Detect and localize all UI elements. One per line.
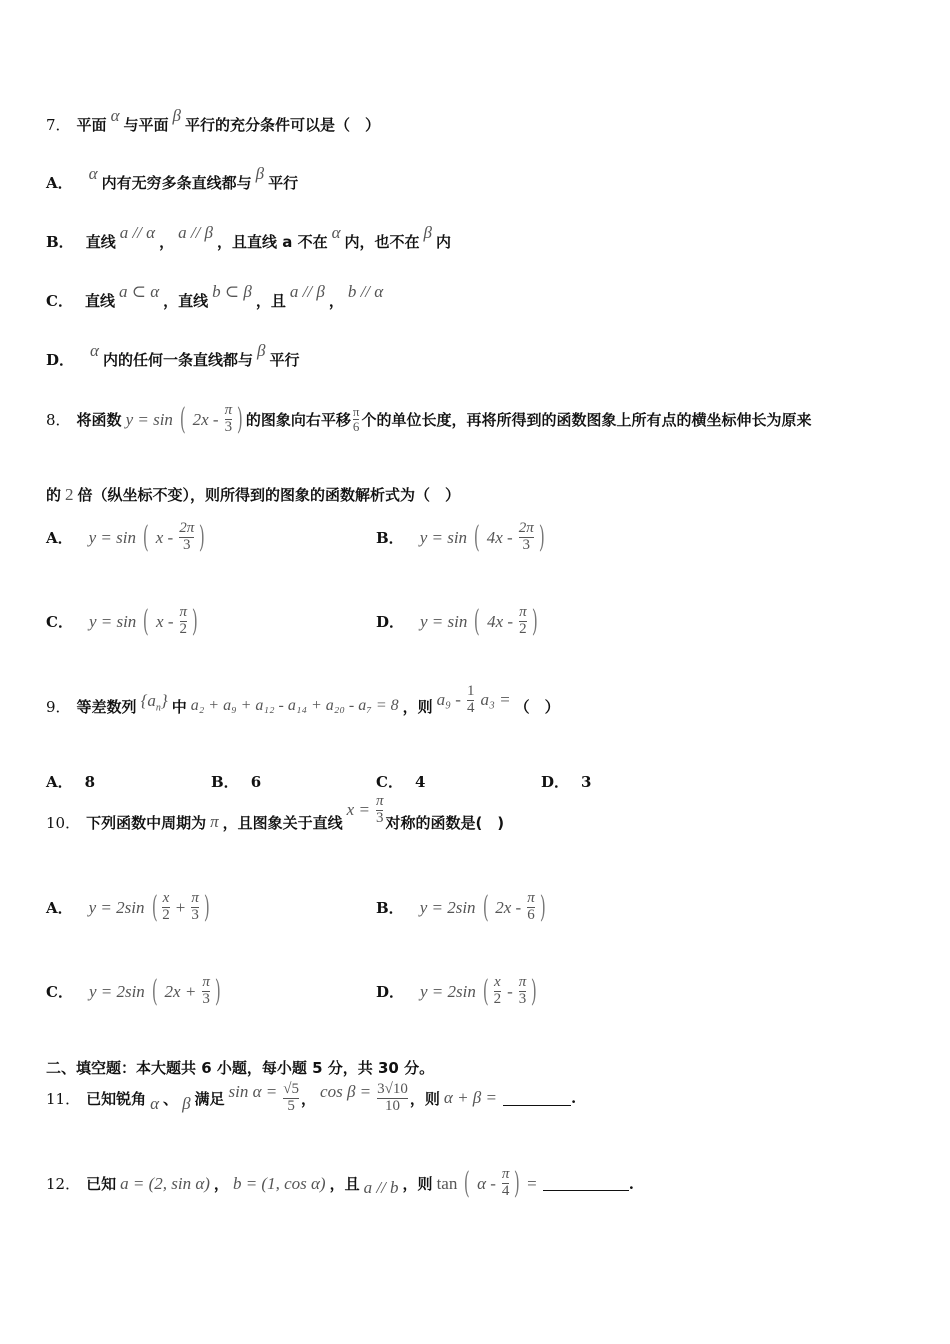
option-label: A．: [46, 899, 73, 917]
option-label: B．: [211, 773, 239, 791]
option-label: C．: [46, 292, 73, 310]
answer-blank[interactable]: [543, 1176, 629, 1191]
math: α + β =: [443, 1088, 497, 1108]
numerator: π: [352, 404, 360, 420]
numerator: x: [494, 974, 501, 991]
math: 4x -: [486, 527, 513, 547]
denominator: 6: [352, 419, 360, 434]
q9-stem-text: （ ）: [514, 697, 560, 716]
math: y = 2sin: [88, 897, 145, 917]
q8-option-d: [376, 604, 540, 639]
q8-stem-text: 的: [46, 486, 62, 504]
option-label: A．: [46, 174, 73, 192]
denominator: 3: [375, 809, 384, 826]
math: cos β =: [320, 1082, 372, 1102]
q11-stem: [46, 1082, 576, 1115]
math: π: [210, 812, 219, 832]
q8-stem-text: 的图象向右平移: [245, 411, 351, 429]
fraction: [283, 1082, 299, 1115]
option-text: 平行: [268, 174, 299, 192]
option-text: 3: [581, 772, 592, 791]
math: y = 2sin: [88, 981, 145, 1001]
paren: ): [514, 1166, 521, 1201]
paren: (: [482, 974, 489, 1009]
q12-number: 12．: [46, 1175, 81, 1193]
q8-stem: [46, 402, 811, 437]
fraction: [467, 684, 475, 717]
math: β: [255, 163, 265, 183]
paren: ): [191, 604, 198, 639]
paren: ): [538, 520, 545, 555]
numerator: π: [179, 604, 188, 621]
fraction: [502, 1167, 510, 1200]
denominator: 6: [527, 907, 535, 923]
option-label: B．: [46, 233, 74, 251]
math: α: [88, 163, 98, 183]
denominator: 3: [522, 537, 530, 553]
q12-end: .: [628, 1174, 634, 1193]
q8-number: 8．: [46, 411, 71, 429]
math: y = sin: [88, 611, 137, 631]
q10-option-d: [376, 974, 540, 1009]
denominator: 3: [191, 907, 199, 923]
math: 4x -: [487, 611, 514, 631]
numerator: π: [518, 974, 527, 991]
q10-option-b: [376, 890, 548, 925]
q12-stem-text: 已知: [86, 1175, 117, 1193]
option-label: D．: [541, 773, 570, 791]
numerator: π: [519, 604, 527, 621]
math: α: [150, 1094, 160, 1114]
math: a // α: [119, 222, 156, 242]
math: a // β: [289, 281, 325, 301]
option-label: D．: [376, 983, 405, 1001]
numerator: π: [527, 890, 535, 907]
q7-beta: β: [172, 105, 181, 125]
paren: (: [473, 520, 480, 555]
q7-stem: [46, 105, 380, 135]
option-label: D．: [376, 613, 405, 631]
numerator: 2π: [179, 520, 195, 537]
numerator: 2π: [518, 520, 534, 537]
option-text: ，: [159, 233, 175, 251]
q11-stem-text: 满足: [194, 1089, 225, 1108]
option-text: ，且直线 a 不在: [217, 233, 328, 251]
math: x -: [155, 527, 174, 547]
math: a = (2, sin α): [120, 1173, 210, 1193]
denominator: 3: [182, 537, 191, 553]
q7-option-b: [46, 222, 452, 252]
option-label: B．: [376, 899, 404, 917]
option-label: A．: [46, 773, 73, 791]
q8-option-b: [376, 520, 547, 555]
q10-stem: [46, 793, 505, 839]
numerator: π: [191, 890, 199, 907]
math: β: [256, 340, 266, 360]
paren: (: [142, 520, 149, 555]
q12-stem: [46, 1166, 634, 1201]
paren: ): [199, 520, 205, 555]
math: a // β: [178, 222, 214, 242]
numerator: π: [224, 402, 233, 419]
option-label: A．: [46, 529, 73, 547]
q8-stem-text: 将函数: [76, 411, 122, 429]
paren: ): [214, 974, 221, 1009]
math: +: [175, 897, 186, 917]
math-seq: a: [147, 691, 156, 711]
q11-stem-text: 已知锐角: [86, 1089, 147, 1108]
option-text: 8: [84, 772, 96, 791]
math: a ⊂ α: [118, 281, 160, 301]
option-label: C．: [46, 613, 73, 631]
math: sin α =: [228, 1082, 278, 1102]
math: α -: [477, 1173, 496, 1193]
paren: (: [143, 604, 150, 639]
q9-stem-text: ，则: [402, 697, 433, 716]
denominator: 3: [224, 419, 233, 435]
q11-number: 11．: [46, 1089, 81, 1108]
denominator: 3: [202, 991, 210, 1007]
q7-option-a: [46, 163, 299, 193]
math: x -: [156, 611, 174, 631]
q11-stem-text: 、: [163, 1089, 179, 1108]
math: β: [182, 1094, 191, 1114]
denominator: 2: [179, 621, 187, 637]
math: y = sin: [125, 409, 173, 429]
fraction: [494, 975, 502, 1008]
math-sub: n: [155, 702, 161, 714]
q7-stem-text: 与平面: [123, 116, 169, 134]
q8-stem-cont: [46, 484, 460, 505]
q11-end: .: [570, 1089, 577, 1108]
q10-option-c: [46, 974, 224, 1009]
option-text: ，且: [255, 292, 286, 310]
paren: ): [531, 604, 538, 639]
fraction: [519, 521, 534, 554]
denominator: 4: [501, 1183, 510, 1199]
option-text: 4: [414, 772, 426, 791]
denominator: 5: [287, 1097, 295, 1114]
numerator: π: [501, 1166, 510, 1183]
math: β: [423, 222, 433, 242]
math: α: [331, 222, 341, 242]
answer-blank[interactable]: [503, 1091, 571, 1106]
math: y = sin: [419, 527, 468, 547]
math: a₂ + a₉ + a₁₂ - a₁₄ + a₂₀ - a₇ = 8: [190, 697, 399, 715]
option-text: 内: [436, 233, 452, 251]
q7-option-d: [46, 340, 300, 370]
fraction: [162, 891, 170, 924]
fraction: [527, 891, 535, 924]
math: $\{a_n\}$: [140, 691, 168, 714]
math: a₃ =: [480, 690, 511, 710]
q7-number: 7．: [46, 116, 71, 134]
denominator: 2: [493, 991, 502, 1007]
numerator: x: [162, 890, 170, 907]
fraction: [191, 891, 199, 924]
math: α: [90, 340, 99, 360]
option-text: ，直线: [163, 292, 209, 310]
q12-stem-text: ，且: [329, 1175, 360, 1193]
math: b = (1, cos α): [232, 1173, 326, 1193]
q9-option-a: [46, 771, 95, 792]
q11-stem-text: ，则: [409, 1089, 440, 1108]
fraction: [353, 405, 360, 433]
paren: (: [151, 890, 158, 925]
paren: ): [203, 890, 210, 925]
q8-option-a: [46, 520, 208, 555]
q8-stem-text: 倍（纵坐标不变），则所得到的图象的函数解析式为（ ）: [77, 486, 461, 504]
math: y = sin: [420, 611, 468, 631]
q10-stem-text: 下列函数中周期为: [86, 813, 207, 832]
paren: (: [482, 890, 489, 925]
q10-stem-text: ，且图象关于直线: [222, 813, 343, 832]
q9-stem-text: 等差数列: [76, 697, 137, 716]
paren: (: [474, 604, 481, 639]
option-label: C．: [46, 983, 73, 1001]
math: x =: [346, 800, 370, 820]
option-text: 6: [250, 772, 262, 791]
numerator: π: [375, 793, 384, 809]
q9-option-d: [541, 771, 591, 792]
q12-stem-text: ，则: [402, 1175, 433, 1193]
q9-number: 9．: [46, 697, 71, 716]
q7-alpha: α: [110, 105, 120, 125]
paren: ): [531, 974, 538, 1009]
q10-number: 10．: [46, 813, 81, 832]
option-text: 平行: [269, 351, 300, 369]
option-text: 内的任何一条直线都与: [102, 351, 253, 369]
q9-stem-text: 中: [171, 697, 187, 716]
option-text: 内，也不在: [344, 233, 420, 251]
math: tan: [436, 1173, 458, 1193]
paren: ): [237, 402, 243, 437]
option-text: 直线: [84, 292, 115, 310]
math: 2x -: [192, 409, 219, 429]
option-text: 内有无穷多条直线都与: [101, 174, 252, 192]
numerator: 3√10: [377, 1081, 408, 1097]
q8-option-c: [46, 604, 201, 639]
math: -: [507, 981, 513, 1001]
numerator: 1: [466, 683, 475, 699]
math: y = sin: [88, 527, 136, 547]
numerator: √5: [283, 1081, 300, 1097]
section-heading: [46, 1057, 434, 1078]
section-heading-text: 二、填空题：本大题共 6 小题，每小题 5 分，共 30 分。: [46, 1059, 435, 1077]
q10-stem-text: 对称的函数是( ): [385, 813, 505, 832]
numerator: π: [202, 974, 210, 991]
fraction: [376, 794, 384, 827]
fraction: [519, 605, 527, 638]
denominator: 10: [385, 1097, 400, 1114]
q8-stem-text: 个的单位长度，再将所得到的函数图象上所有点的横坐标伸长为原来: [361, 411, 812, 429]
option-text: ，: [328, 292, 344, 310]
paren: (: [151, 974, 158, 1009]
q7-option-c: [46, 281, 387, 311]
denominator: 3: [518, 991, 527, 1007]
option-label: D．: [46, 351, 75, 369]
q7-stem-text: 平行的充分条件可以是（ ）: [184, 116, 380, 134]
q10-option-a: [46, 890, 213, 925]
q12-stem-text: ，: [213, 1175, 229, 1193]
fraction: [180, 605, 188, 638]
fraction: [225, 403, 233, 436]
paren: (: [179, 402, 186, 437]
option-label: C．: [376, 773, 403, 791]
fraction: [519, 975, 527, 1008]
q9-option-c: [376, 771, 425, 792]
fraction: [202, 975, 210, 1008]
q9-option-b: [211, 771, 261, 792]
math: a₉ -: [436, 690, 461, 710]
denominator: 4: [466, 699, 475, 716]
math: b ⊂ β: [212, 281, 252, 301]
fraction: [377, 1082, 408, 1115]
denominator: 2: [519, 621, 527, 637]
q7-stem-text: 平面: [76, 116, 107, 134]
math: b // α: [347, 281, 384, 301]
math: y = 2sin: [420, 981, 476, 1001]
q11-stem-text: ，: [301, 1089, 317, 1108]
paren: (: [464, 1166, 471, 1201]
denominator: 2: [162, 907, 170, 923]
q9-stem: [46, 683, 560, 723]
option-label: B．: [376, 529, 404, 547]
math: a // b: [363, 1177, 399, 1197]
math: 2x +: [164, 981, 197, 1001]
option-text: 直线: [85, 233, 116, 251]
math: y = 2sin: [419, 897, 476, 917]
math: 2: [65, 484, 74, 504]
math: =: [527, 1173, 537, 1193]
fraction: [179, 521, 194, 554]
math: 2x -: [495, 897, 522, 917]
paren: ): [539, 890, 546, 925]
